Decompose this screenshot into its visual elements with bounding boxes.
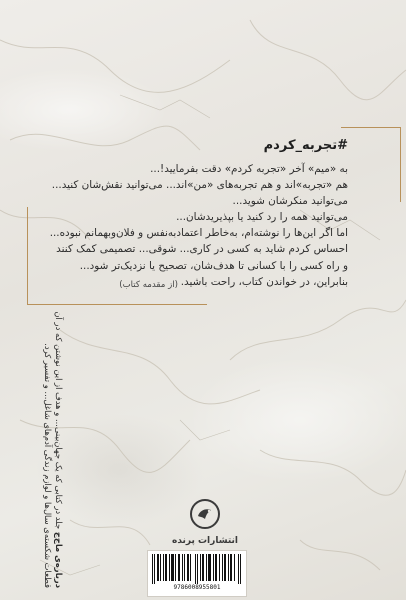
blurb-line: به «میم» آخر «تجربه کردم» دقت بفرمایید!... (150, 163, 348, 175)
isbn-number: 9786008955801 (173, 584, 221, 591)
barcode (147, 550, 247, 597)
blurb-line: هم «تجربه»اند و هم تجربه‌های «من»اند... می‌توانید نقش‌شان کنید... (51, 179, 348, 192)
publisher-logo-icon (189, 498, 221, 530)
publisher-block (168, 498, 242, 546)
blurb-line: می‌توانید منکرشان شوید... (232, 195, 348, 208)
frame-top-line (341, 127, 401, 128)
frame-right-line (400, 127, 401, 202)
vertical-note (4, 262, 64, 588)
blurb-line: اما اگر این‌ها را نوشته‌ام، به‌خاطر اعتمادبه‌نفس و فلان‌وبهمانم نبوده... (49, 227, 348, 240)
publisher-name: انتشارات پرنده (172, 536, 238, 546)
blurb-line: می‌توانید همه را رد کنید یا بپذیریدشان... (176, 211, 348, 224)
barcode-bars (152, 554, 242, 584)
blurb-source: (از مقدمه کتاب) (119, 280, 178, 290)
blurb-line: احساس کردم شاید به کسی در کاری... شوقی... تصمیمی کمک کنند (56, 243, 348, 256)
vertical-note-line: جلد در کتابی که یک جهان‌بینی... و هدف از این نوشتن که در آن‌ (54, 311, 64, 530)
vertical-note-heading: درباره‌ی ما‌ج‌ج (54, 531, 64, 588)
blurb-title: #تجربه_کردم (263, 138, 348, 153)
blurb (48, 138, 348, 290)
vertical-note-line: قطعات شکسته‌ی سال‌ها و لوازم زندگی آدم‌های شاغل... و تفسیر کرد. (42, 343, 53, 588)
blurb-line: و راه کسی را با کسانی تا هدف‌شان، تصحیح یا نزدیک‌تر شود... (79, 259, 348, 272)
blurb-line: بنابراین، در خواندن کتاب، راحت باشید. (180, 275, 348, 288)
